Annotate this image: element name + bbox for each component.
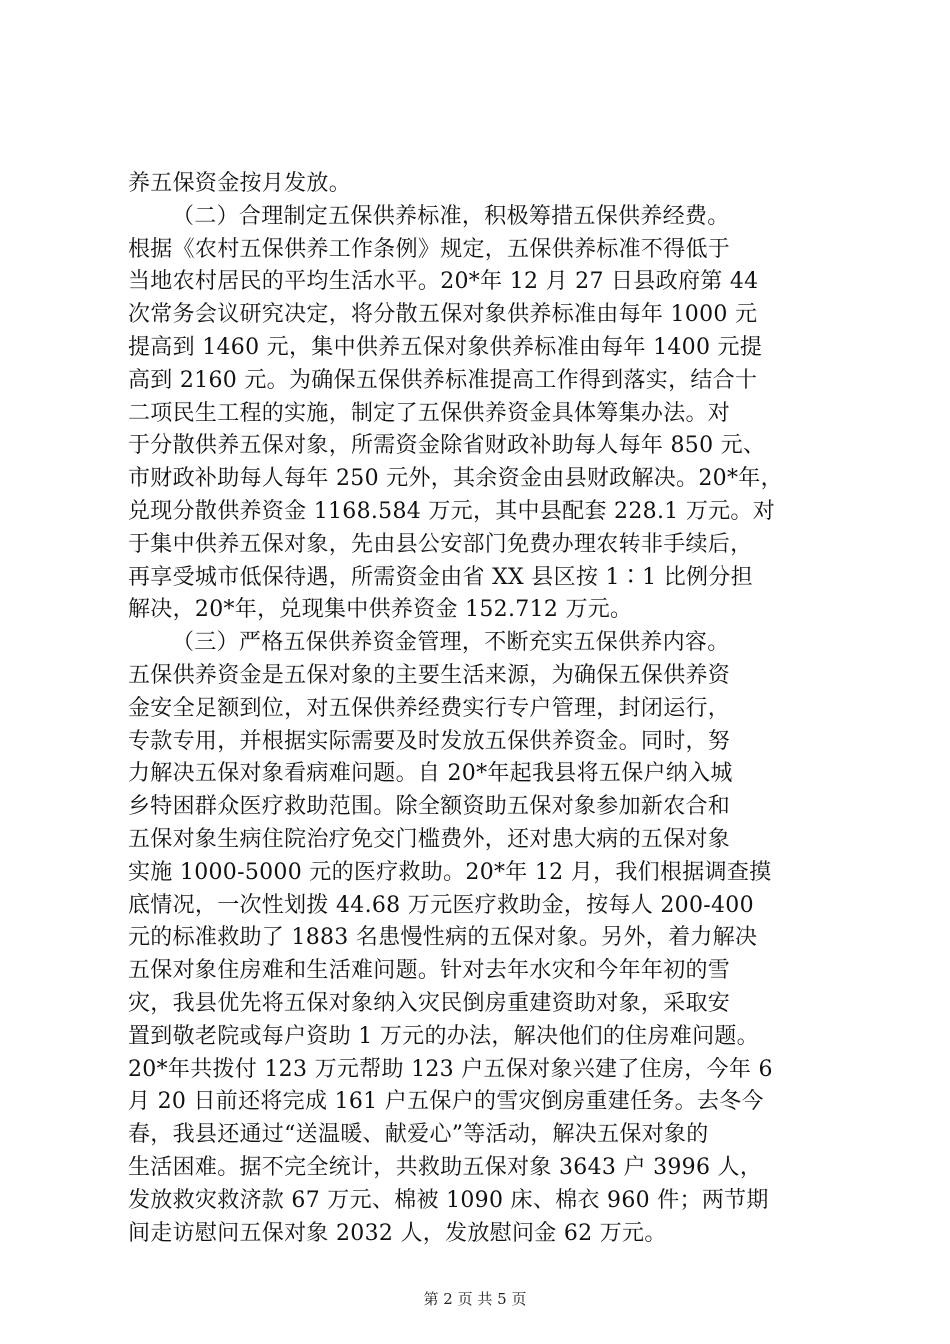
text-line: 五保对象生病住院治疗免交门槛费外，还对患大病的五保对象 (128, 826, 731, 852)
text-line: 次常务会议研究决定，将分散五保对象供养标准由每年 1000 元 (128, 302, 758, 328)
text-line: 五保供养资金是五保对象的主要生活来源，为确保五保供养资 (128, 662, 731, 688)
text-line: 乡特困群众医疗救助范围。除全额资助五保对象参加新农合和 (128, 794, 731, 820)
text-line: 发放救灾救济款 67 万元、棉被 1090 床、棉衣 960 件；两节期 (128, 1187, 769, 1213)
page-footer (0, 1289, 950, 1309)
text-line: 间走访慰问五保对象 2032 人，发放慰问金 62 万元。 (128, 1220, 667, 1246)
section-heading-2: （二）合理制定五保供养标准，积极筹措五保供养经费。 (172, 203, 730, 229)
text-line: 实施 1000-5000 元的医疗救助。20*年 12 月，我们根据调查摸 (128, 859, 772, 885)
text-line: 提高到 1460 元，集中供养五保对象供养标准由每年 1400 元提 (128, 334, 763, 360)
text-line: 春，我县还通过“送温暖、献爱心”等活动，解决五保对象的 (128, 1122, 709, 1148)
body-text (128, 168, 828, 1250)
text-line: 月 20 日前还将完成 161 户五保户的雪灾倒房重建任务。去冬今 (128, 1089, 764, 1115)
text-line: 金安全足额到位，对五保供养经费实行专户管理，封闭运行， (128, 695, 731, 721)
page-number: 第 2 页 共 5 页 (423, 1290, 527, 1308)
text-line: 元的标准救助了 1883 名患慢性病的五保对象。另外，着力解决 (128, 925, 758, 951)
section-heading-3: （三）严格五保供养资金管理，不断充实五保供养内容。 (172, 630, 730, 656)
text-line: 于集中供养五保对象，先由县公安部门免费办理农转非手续后， (128, 531, 753, 557)
text-line: 置到敬老院或每户资助 1 万元的办法，解决他们的住房难问题。 (128, 1023, 759, 1049)
text-line: 解决，20*年，兑现集中供养资金 152.712 万元。 (128, 597, 633, 623)
text-line: 二项民生工程的实施，制定了五保供养资金具体筹集办法。对 (128, 400, 731, 426)
text-line: 底情况，一次性划拨 44.68 万元医疗救助金，按每人 200-400 (128, 892, 754, 918)
text-line: 兑现分散供养资金 1168.584 万元，其中县配套 228.1 万元。对 (128, 498, 776, 524)
text-line: 生活困难。据不完全统计，共救助五保对象 3643 户 3996 人， (128, 1154, 763, 1180)
text-line: 市财政补助每人每年 250 元外，其余资金由县财政解决。20*年， (128, 466, 783, 492)
text-line: 20*年共拨付 123 万元帮助 123 户五保对象兴建了住房，今年 6 (128, 1056, 773, 1082)
text-line: 当地农村居民的平均生活水平。20*年 12 月 27 日县政府第 44 (128, 269, 759, 295)
text-line: 高到 2160 元。为确保五保供养标准提高工作得到落实，结合十 (128, 367, 758, 393)
text-line: 再享受城市低保待遇，所需资金由省 XX 县区按 1∶1 比例分担 (128, 564, 753, 590)
text-line: 力解决五保对象看病难问题。自 20*年起我县将五保户纳入城 (128, 761, 733, 787)
text-line: 于分散供养五保对象，所需资金除省财政补助每人每年 850 元、 (128, 433, 766, 459)
text-line: 根据《农村五保供养工作条例》规定，五保供养标准不得低于 (128, 236, 731, 262)
text-line: 专款专用，并根据实际需要及时发放五保供养资金。同时，努 (128, 728, 731, 754)
text-line: 五保对象住房难和生活难问题。针对去年水灾和今年年初的雪 (128, 958, 731, 984)
text-line: 养五保资金按月发放。 (128, 171, 352, 196)
text-line: 灾，我县优先将五保对象纳入灾民倒房重建资助对象，采取安 (128, 990, 731, 1016)
